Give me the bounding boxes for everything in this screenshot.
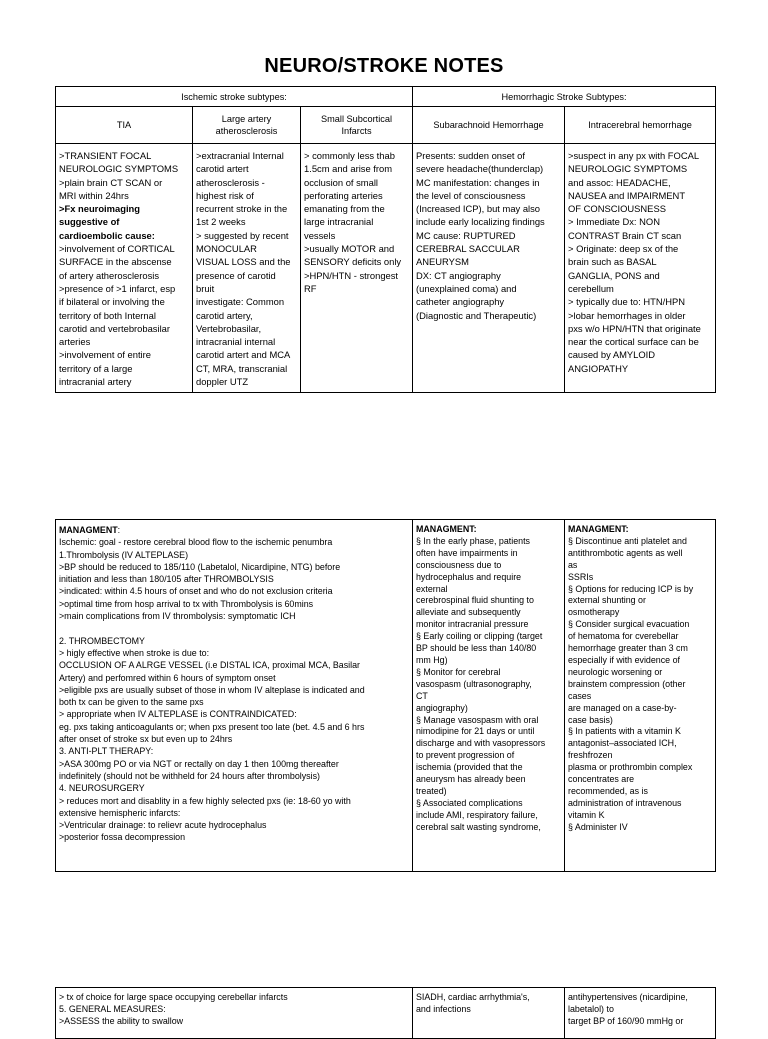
sah-continuation-text: SIADH, cardiac arrhythmia's, and infections bbox=[416, 992, 530, 1014]
tia-text-a: >TRANSIENT FOCAL NEUROLOGIC SYMPTOMS >plain brain CT SCAN or MRI within 24hrs bbox=[59, 150, 179, 201]
ich-management-heading: MANAGMENT: bbox=[568, 524, 629, 534]
ich-continuation-text: antihypertensives (nicardipine, labetalol) to target BP of 160/90 mmHg or bbox=[568, 992, 688, 1026]
tia-cell bbox=[56, 144, 193, 393]
tia-header: TIA bbox=[116, 120, 132, 130]
sah-continuation-cell bbox=[413, 988, 565, 1039]
ischemic-group-header: Ischemic stroke subtypes: bbox=[56, 87, 413, 107]
sah-management-text: § In the early phase, patients often have impairments in consciousness due to hydrocephalus and require external cerebrospinal fluid shunting to alleviate and subsequently monitor intracranial pressure § Early coiling or clipping (target BP should be less than 140/80 mm Hg) § Monitor for cerebral vasospasm (ultrasonography, CT angiography) § Manage vasospasm with oral nimodipine for 21 days or until discharge and with vasopressors to prevent progression of ischemia (provided that the aneurysm has already been treated) § Associated complications include AMI, respiratory failure, cerebral salt wasting syndrome, bbox=[416, 535, 546, 832]
ischemic-continuation-cell bbox=[56, 988, 413, 1039]
tia-text-bold: >Fx neuroimaging suggestive of cardioembolic cause: bbox=[59, 203, 155, 241]
intracerebral-cell bbox=[565, 144, 716, 393]
large-artery-text: >extracranial Internal carotid artert atherosclerosis - highest risk of recurrent stroke in the 1st 2 weeks > suggested by recent MONOCULAR VISUAL LOSS and the presence of carotid bruit investigate: Common carotid artery, Vertebrobasilar, intracranial internal carotid artert and MCA CT, MRA, transcranial doppler UTZ bbox=[196, 150, 291, 388]
ischemic-management-text: : Ischemic: goal - restore cerebral blood flow to the ischemic penumbra 1.Thrombolysis (IV ALTEPLASE) >BP should be reduced to 185/110 (Labetalol, Nicardipine, NTG) before initiation and less than 180/105 after THROMBOLYSIS >indicated: within 4.5 hours of onset and who do not exclusion criteria >optimal time from hosp arrival to tx with Thrombolysis is 60mins >main complications from IV thrombolysis: symptomatic ICH 2. THROMBECTOMY > higly effective when stroke is due to: OCCLUSION OF A ALRGE VESSEL (i.e DISTAL ICA, proximal MCA, Basilar Artery) and perfomred within 6 hours of symptom onset >eligible pxs are usually subset of those in whom IV alteplase is indicated and both tx can be given to the same pxs > appropriate when IV ALTEPLASE is CONTRAINDICATED: eg. pxs taking anticoagulants or; when pxs present too late (bet. 4.5 and 6 hrs after onset of stroke sx but even up to 24hrs 3. ANTI-PLT THERAPY: >ASA 300mg PO or via NGT or rectally on day 1 then 100mg thereafter indefinitely (should not be withheld for 24 hours after thrombolysis) 4. NEUROSURGERY > reduces mort and disablity in a few highly selected pxs (ie: 18-60 yo with extensive hemispheric infarcts: >Ventricular drainage: to relievr acute hydrocephalus >posterior fossa decompression bbox=[59, 525, 365, 843]
small-subcortical-text: > commonly less thab 1.5cm and arise from occlusion of small perforating arteries emanating from the large intracranial vessels >usually MOTOR and SENSORY deficits only >HPN/HTN - strongest RF bbox=[304, 150, 402, 294]
small-subcortical-header: Small Subcortical Infarcts bbox=[321, 114, 392, 136]
subarachnoid-header: Subarachnoid Hemorrhage bbox=[433, 120, 544, 130]
stroke-subtypes-table bbox=[55, 86, 716, 393]
ich-management-cell bbox=[565, 520, 716, 872]
subarachnoid-cell bbox=[413, 144, 565, 393]
management-continuation-table bbox=[55, 987, 716, 1039]
page-title: NEURO/STROKE NOTES bbox=[264, 55, 504, 77]
tia-text-c: >involvement of CORTICAL SURFACE in the abscense of artery atherosclerosis >presence of >1 infarct, esp if bilateral or involving the territory of both Internal carotid and vertebrobasilar arteries >involvement of entire territory of a large intracranial artery bbox=[59, 243, 176, 388]
sah-management-heading: MANAGMENT: bbox=[416, 524, 477, 534]
subarachnoid-text: Presents: sudden onset of severe headache(thunderclap) MC manifestation: changes in the level of consciousness (Increased ICP), but may also include early localizing findings MC cause: RUPTURED CEREBRAL SACCULAR ANEURYSM DX: CT angiography (unexplained coma) and catheter angiography (Diagnostic and Therapeutic) bbox=[416, 150, 545, 321]
sah-management-cell bbox=[413, 520, 565, 872]
intracerebral-text: >suspect in any px with FOCAL NEUROLOGIC SYMPTOMS and assoc: HEADACHE, NAUSEA and IMPAIRMENT OF CONSCIOUSNESS > Immediate Dx: NON CONTRAST Brain CT scan > Originate: deep sx of the brain such as BASAL GANGLIA, PONS and cerebellum > typically due to: HTN/HPN >lobar hemorrhages in older pxs w/o HPN/HTN that originate near the cortical surface can be caused by AMYLOID ANGIOPATHY bbox=[568, 150, 701, 374]
intracerebral-header: Intracerebral hemorrhage bbox=[588, 120, 692, 130]
ich-continuation-cell bbox=[565, 988, 716, 1039]
management-table bbox=[55, 519, 716, 872]
ischemic-continuation-text: > tx of choice for large space occupying cerebellar infarcts 5. GENERAL MEASURES: >ASSESS the ability to swallow bbox=[59, 992, 288, 1026]
small-subcortical-cell bbox=[301, 144, 413, 393]
ischemic-management-cell bbox=[56, 520, 413, 872]
ich-management-text: § Discontinue anti platelet and antithrombotic agents as well as SSRIs § Options for reducing ICP is by external shunting or osmotherapy § Consider surgical evacuation of hematoma for cverebellar hemorrhage greater than 3 cm especially if with evidence of neurologic worsening or brainstem compression (other cases are managed on a case-by- case basis) § In patients with a vitamin K antagonist–associated ICH, freshfrozen plasma or prothrombin complex concentrates are recommended, as is administration of intravenous vitamin K § Administer IV bbox=[568, 535, 694, 832]
large-artery-header: Large artery atherosclerosis bbox=[215, 114, 278, 136]
large-artery-cell bbox=[193, 144, 301, 393]
hemorrhagic-group-header: Hemorrhagic Stroke Subtypes: bbox=[413, 87, 716, 107]
ischemic-management-heading: MANAGMENT bbox=[59, 525, 118, 535]
